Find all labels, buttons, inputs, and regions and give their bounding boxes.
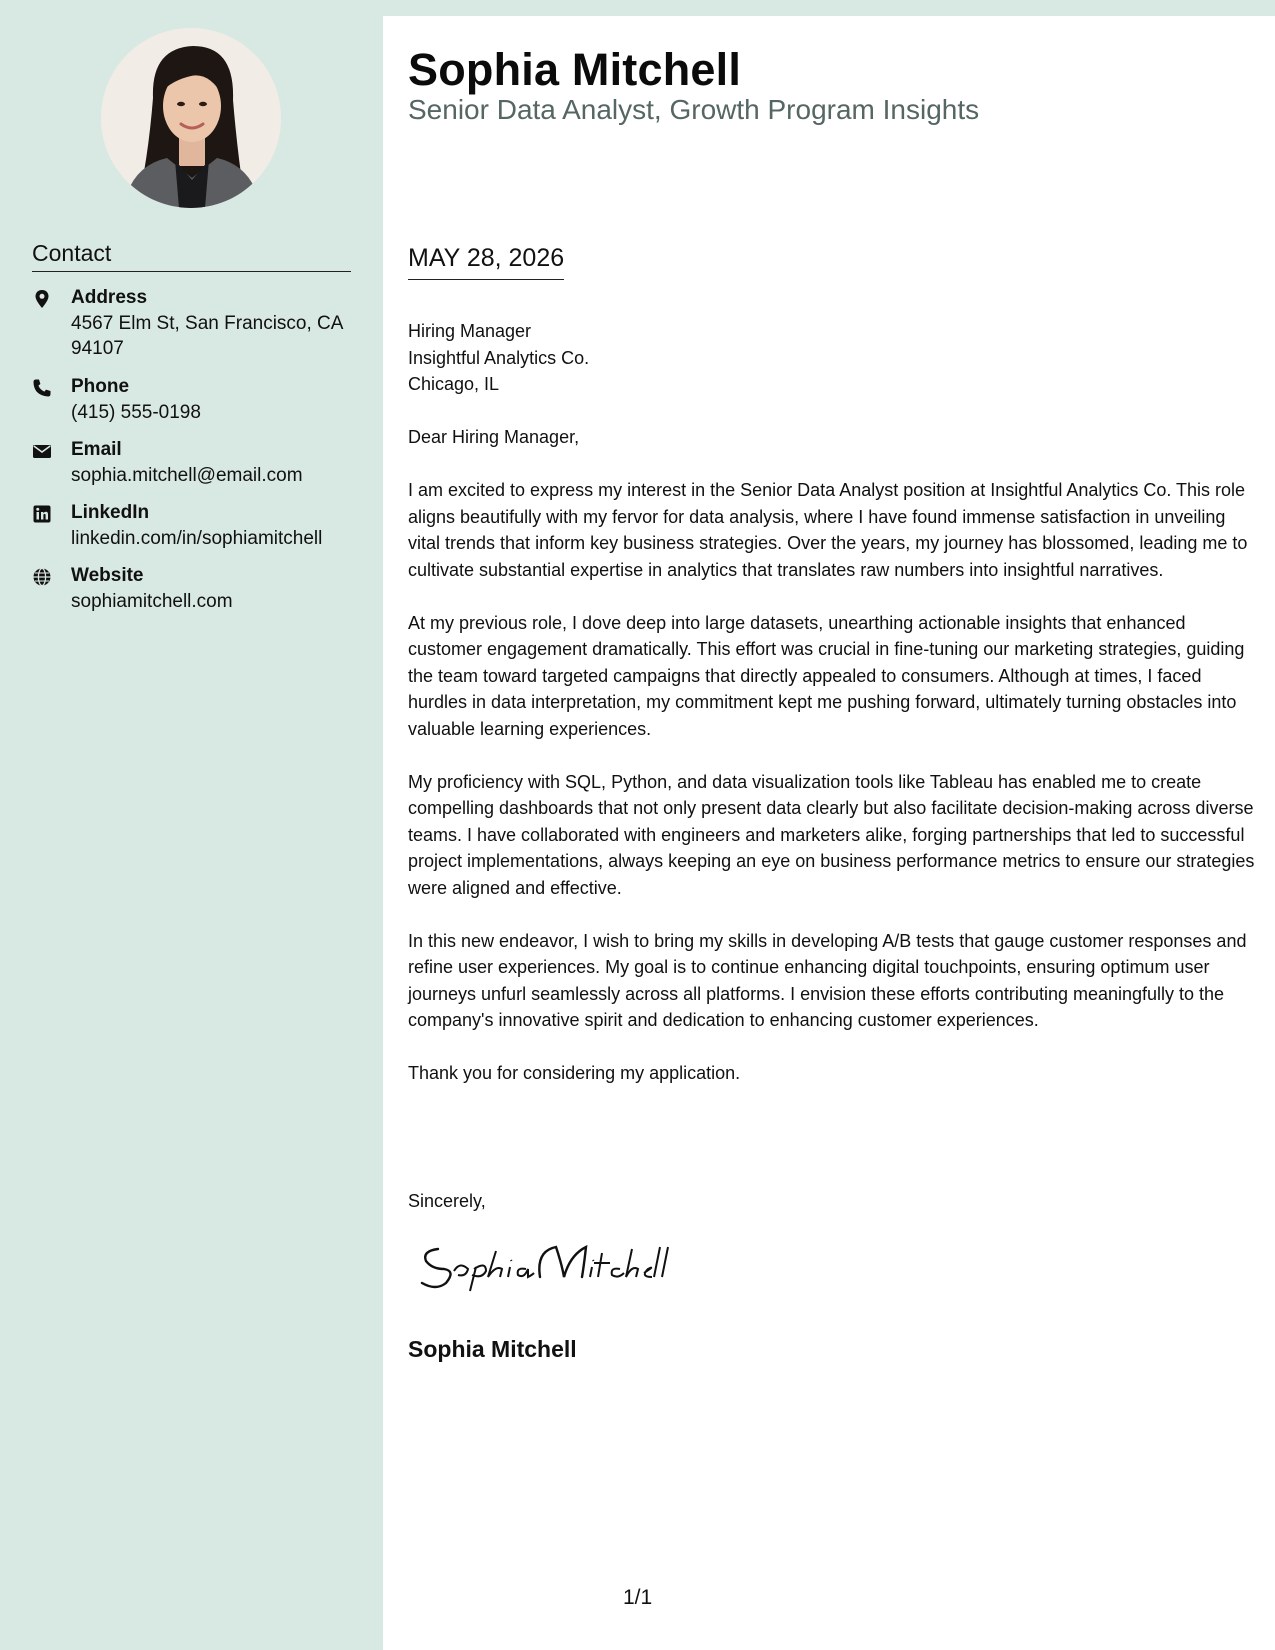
applicant-name: Sophia Mitchell bbox=[408, 44, 742, 95]
recipient-line: Hiring Manager bbox=[408, 321, 532, 341]
page-number: 1/1 bbox=[623, 1586, 653, 1609]
applicant-title: Senior Data Analyst, Growth Program Insights bbox=[408, 94, 980, 125]
body-paragraph: Thank you for considering my application. bbox=[408, 1063, 741, 1083]
body-paragraph: My proficiency with SQL, Python, and data visualization tools like Tableau has enabled me to create compelling dashboards that not only present data clearly but also facilitate decision-making across diverse teams. I have collaborated with engineers and marketers alike, forging partnerships that led to successful project implementations, always keeping an eye on business performance metrics to ensure our strategies were aligned and effective. bbox=[408, 771, 1255, 898]
contact-label: Website bbox=[71, 565, 144, 586]
map-pin-icon bbox=[32, 289, 52, 309]
letter-date: MAY 28, 2026 bbox=[408, 244, 564, 280]
envelope-icon bbox=[32, 441, 52, 461]
contact-value: (415) 555-0198 bbox=[71, 402, 201, 423]
sidebar bbox=[0, 0, 383, 1650]
body-paragraph: At my previous role, I dove deep into large datasets, unearthing actionable insights that enhanced customer engagement dramatically. This effort was crucial in fine-tuning our marketing strategies, guiding the team toward targeted campaigns that directly appealed to consumers. Although at times, I faced hurdles in data interpretation, my commitment kept me pushing forward, ultimately turning obstacles into valuable learning experiences. bbox=[408, 612, 1245, 739]
contact-value: sophiamitchell.com bbox=[71, 591, 233, 612]
recipient-block bbox=[408, 318, 589, 398]
portrait-image bbox=[101, 28, 281, 208]
contact-heading: Contact bbox=[32, 240, 351, 272]
contact-label: Email bbox=[71, 439, 122, 460]
letter-panel bbox=[383, 16, 1275, 1650]
signer-name: Sophia Mitchell bbox=[408, 1336, 577, 1362]
body-paragraph: In this new endeavor, I wish to bring my skills in developing A/B tests that gauge customer responses and refine user experiences. My goal is to continue enhancing digital touchpoints, ensuring optimum user journeys unfurl seamlessly across all platforms. I envision these efforts contributing meaningfully to the company's innovative spirit and dedication to enhancing customer experiences. bbox=[408, 930, 1247, 1030]
contact-label: LinkedIn bbox=[71, 502, 150, 523]
handwritten-signature bbox=[416, 1231, 676, 1296]
globe-icon bbox=[32, 567, 52, 587]
contact-label: Address bbox=[71, 287, 148, 308]
profile-photo bbox=[101, 28, 281, 208]
body-paragraph: I am excited to express my interest in the Senior Data Analyst position at Insightful Analytics Co. This role aligns beautifully with my fervor for data analysis, where I have found immense satisfaction in unveiling vital trends that inform key business strategies. Over the years, my journey has blossomed, leading me to cultivate substantial expertise in analytics that translates raw numbers into insightful narratives. bbox=[408, 480, 1248, 580]
phone-icon bbox=[32, 378, 52, 398]
salutation: Dear Hiring Manager, bbox=[408, 427, 580, 447]
closing: Sincerely, bbox=[408, 1191, 486, 1211]
contact-value: sophia.mitchell@email.com bbox=[71, 465, 303, 486]
recipient-line: Insightful Analytics Co. bbox=[408, 347, 590, 368]
letter-body bbox=[408, 424, 1256, 1113]
recipient-line: Chicago, IL bbox=[408, 374, 500, 394]
contact-value: 4567 Elm St, San Francisco, CA 94107 bbox=[71, 313, 343, 359]
contact-label: Phone bbox=[71, 376, 130, 397]
contact-value: linkedin.com/in/sophiamitchell bbox=[71, 528, 323, 549]
linkedin-icon bbox=[32, 504, 52, 524]
